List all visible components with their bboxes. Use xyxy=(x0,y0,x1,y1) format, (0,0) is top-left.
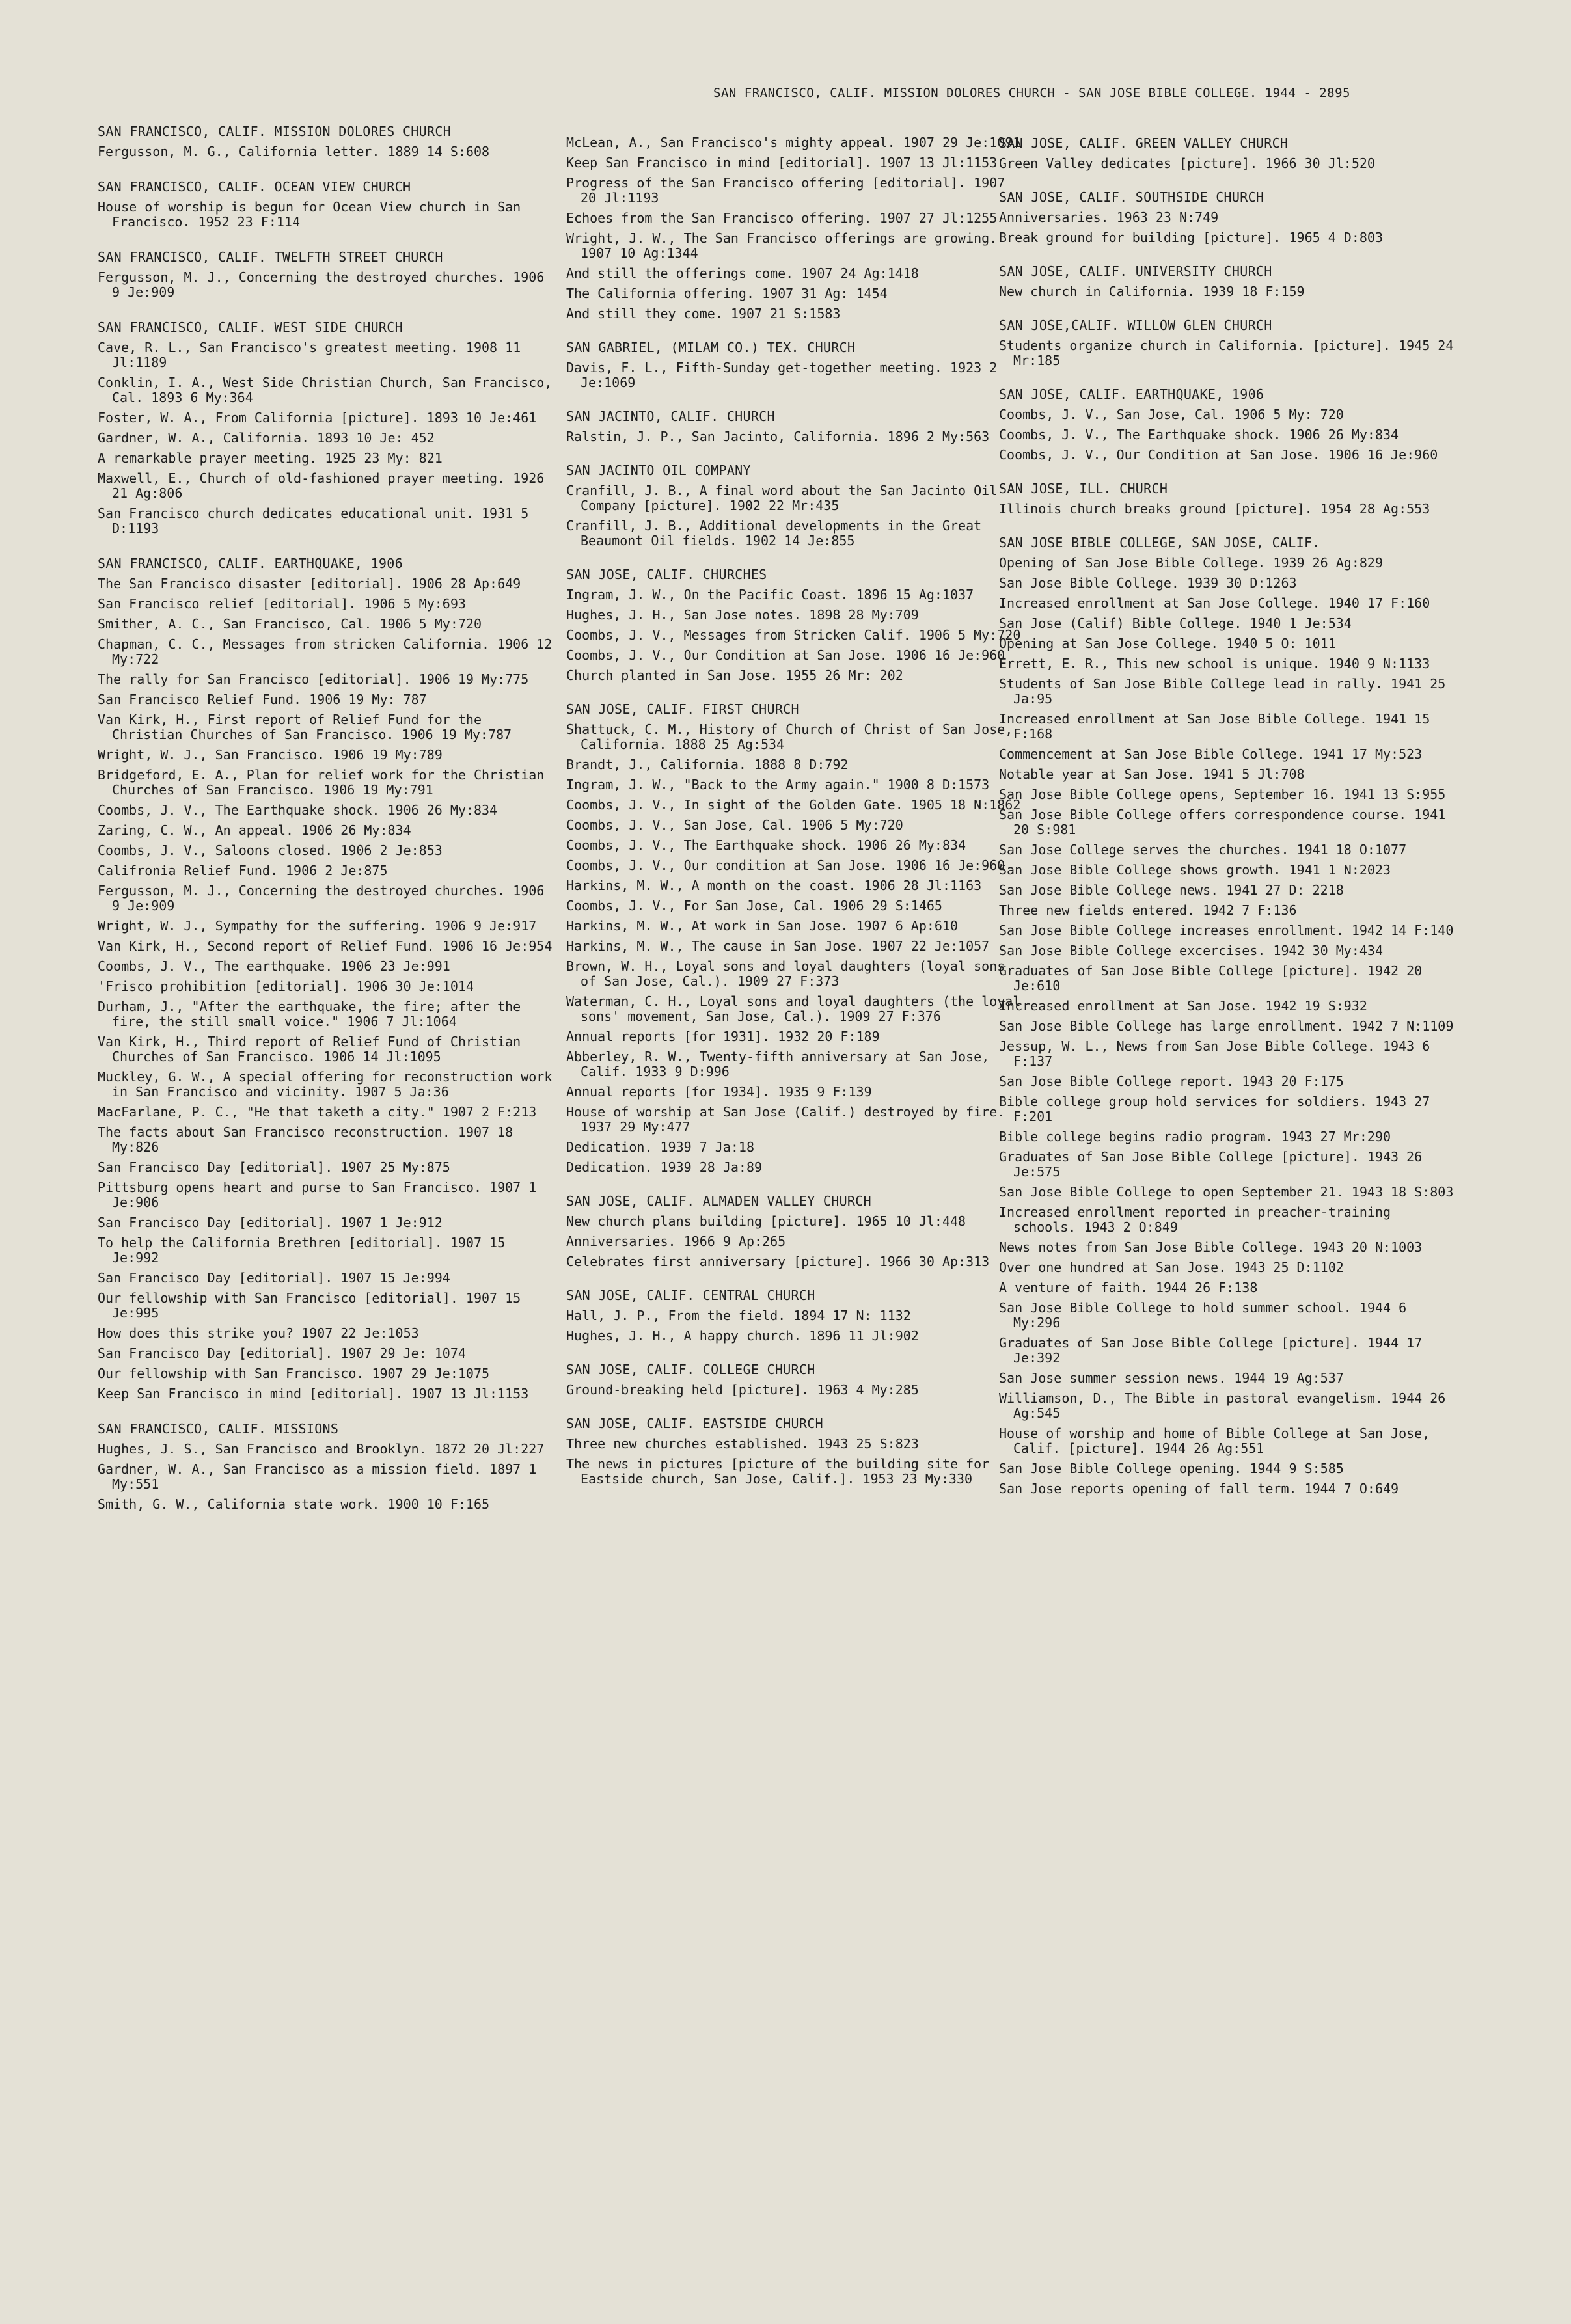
section-heading: SAN FRANCISCO, CALIF. TWELFTH STREET CHURCH xyxy=(98,249,443,265)
index-entry: Gardner, W. A., California. 1893 10 Je: 452 xyxy=(98,430,435,446)
section-heading: SAN FRANCISCO, CALIF. MISSIONS xyxy=(98,1421,339,1437)
section-heading: SAN JACINTO, CALIF. CHURCH xyxy=(566,409,775,424)
index-entry: Dedication. 1939 7 Ja:18 xyxy=(566,1139,754,1155)
index-entry: Coombs, J. V., For San Jose, Cal. 1906 29 S:1465 xyxy=(566,898,942,913)
section-heading: SAN JOSE, CALIF. FIRST CHURCH xyxy=(566,701,799,717)
section-heading: SAN JOSE, CALIF. EASTSIDE CHURCH xyxy=(566,1416,823,1431)
index-entry: Chapman, C. C., Messages from stricken California. 1906 12 My:722 xyxy=(98,636,553,667)
index-entry: Increased enrollment at San Jose College. 1940 17 F:160 xyxy=(999,595,1430,611)
index-entry: Brandt, J., California. 1888 8 D:792 xyxy=(566,757,849,772)
index-entry: Coombs, J. V., San Jose, Cal. 1906 5 My:720 xyxy=(566,817,903,833)
index-entry: House of worship is begun for Ocean View church in San Francisco. 1952 23 F:114 xyxy=(98,199,521,230)
index-entry: Coombs, J. V., Our Condition at San Jose. 1906 16 Je:960 xyxy=(566,647,1005,663)
index-entry: Fergusson, M. J., Concerning the destroyed churches. 1906 9 Je:909 xyxy=(98,883,545,913)
index-entry: San Jose Bible College shows growth. 1941 1 N:2023 xyxy=(999,862,1391,878)
index-entry: Green Valley dedicates [picture]. 1966 30 Jl:520 xyxy=(999,155,1375,171)
index-entry: Smith, G. W., California state work. 1900 10 F:165 xyxy=(98,1496,490,1512)
index-entry: Progress of the San Francisco offering [editorial]. 1907 20 Jl:1193 xyxy=(566,175,1005,206)
index-entry: Harkins, M. W., The cause in San Jose. 1907 22 Je:1057 xyxy=(566,938,990,954)
index-entry: How does this strike you? 1907 22 Je:1053 xyxy=(98,1325,419,1341)
index-entry: Commencement at San Jose Bible College. 1941 17 My:523 xyxy=(999,746,1423,762)
section-heading: SAN JOSE, CALIF. CENTRAL CHURCH xyxy=(566,1288,815,1303)
index-entry: Cranfill, J. B., Additional developments in the Great Beaumont Oil fields. 1902 14 Je:855 xyxy=(566,518,982,548)
index-entry: Three new fields entered. 1942 7 F:136 xyxy=(999,902,1297,918)
section-heading: SAN FRANCISCO, CALIF. OCEAN VIEW CHURCH xyxy=(98,179,411,195)
index-entry: And still they come. 1907 21 S:1583 xyxy=(566,306,841,321)
index-entry: Notable year at San Jose. 1941 5 Jl:708 xyxy=(999,766,1305,782)
index-entry: Increased enrollment at San Jose. 1942 19 S:932 xyxy=(999,998,1367,1014)
index-entry: Coombs, J. V., The Earthquake shock. 1906 26 My:834 xyxy=(98,802,498,818)
index-entry: Coombs, J. V., The Earthquake shock. 1906 26 My:834 xyxy=(566,837,966,853)
index-entry: San Francisco Day [editorial]. 1907 29 Je: 1074 xyxy=(98,1345,466,1361)
index-entry: Harkins, M. W., A month on the coast. 1906 28 Jl:1163 xyxy=(566,878,982,893)
section-heading: SAN JOSE BIBLE COLLEGE, SAN JOSE, CALIF. xyxy=(999,535,1320,550)
index-entry: House of worship and home of Bible College at San Jose, Calif. [picture]. 1944 26 Ag:551 xyxy=(999,1425,1430,1456)
index-entry: Abberley, R. W., Twenty-fifth anniversary at San Jose, Calif. 1933 9 D:996 xyxy=(566,1049,990,1079)
section-heading: SAN JACINTO OIL COMPANY xyxy=(566,463,751,478)
section-heading: SAN JOSE, CALIF. SOUTHSIDE CHURCH xyxy=(999,189,1264,205)
index-entry: The San Francisco disaster [editorial]. 1906 28 Ap:649 xyxy=(98,576,521,591)
index-entry: Coombs, J. V., Saloons closed. 1906 2 Je:853 xyxy=(98,843,443,858)
section-heading: SAN JOSE, CALIF. GREEN VALLEY CHURCH xyxy=(999,135,1289,151)
index-entry: Smither, A. C., San Francisco, Cal. 1906 5 My:720 xyxy=(98,616,482,632)
index-entry: Hall, J. P., From the field. 1894 17 N: 1132 xyxy=(566,1308,911,1323)
index-entry: Cave, R. L., San Francisco's greatest meeting. 1908 11 Jl:1189 xyxy=(98,340,521,370)
section-heading: SAN JOSE, CALIF. UNIVERSITY CHURCH xyxy=(999,263,1272,279)
index-entry: Califronia Relief Fund. 1906 2 Je:875 xyxy=(98,863,388,878)
index-entry: Harkins, M. W., At work in San Jose. 1907 6 Ap:610 xyxy=(566,918,959,934)
index-entry: San Jose Bible College to open September 21. 1943 18 S:803 xyxy=(999,1184,1454,1200)
page-header: SAN FRANCISCO, CALIF. MISSION DOLORES CHURCH - SAN JOSE BIBLE COLLEGE. 1944 - 2895 xyxy=(713,86,1350,100)
index-entry: Celebrates first anniversary [picture]. 1966 30 Ap:313 xyxy=(566,1254,990,1269)
index-entry: San Jose Bible College offers correspondence course. 1941 20 S:981 xyxy=(999,807,1446,837)
index-entry: Williamson, D., The Bible in pastoral evangelism. 1944 26 Ag:545 xyxy=(999,1390,1446,1421)
index-entry: Opening of San Jose Bible College. 1939 26 Ag:829 xyxy=(999,555,1384,571)
index-entry: San Francisco Day [editorial]. 1907 1 Je:912 xyxy=(98,1215,443,1230)
index-entry: San Jose summer session news. 1944 19 Ag:537 xyxy=(999,1370,1344,1386)
index-entry: San Jose Bible College increases enrollment. 1942 14 F:140 xyxy=(999,923,1454,938)
index-entry: The California offering. 1907 31 Ag: 1454 xyxy=(566,286,888,301)
index-entry: San Francisco Day [editorial]. 1907 15 Je:994 xyxy=(98,1270,450,1286)
index-entry: Ground-breaking held [picture]. 1963 4 My:285 xyxy=(566,1382,919,1398)
index-entry: New church in California. 1939 18 F:159 xyxy=(999,284,1305,299)
index-entry: Cranfill, J. B., A final word about the San Jacinto Oil Company [picture]. 1902 22 Mr:435 xyxy=(566,483,998,513)
index-entry: Students of San Jose Bible College lead in rally. 1941 25 Ja:95 xyxy=(999,676,1446,707)
index-entry: And still the offerings come. 1907 24 Ag:1418 xyxy=(566,265,919,281)
index-entry: Anniversaries. 1963 23 N:749 xyxy=(999,209,1219,225)
index-entry: The rally for San Francisco [editorial]. 1906 19 My:775 xyxy=(98,671,529,687)
index-entry: Foster, W. A., From California [picture]. 1893 10 Je:461 xyxy=(98,410,537,426)
section-heading: SAN JOSE, ILL. CHURCH xyxy=(999,481,1168,496)
section-heading: SAN JOSE, CALIF. EARTHQUAKE, 1906 xyxy=(999,386,1264,402)
index-entry: San Jose Bible College report. 1943 20 F:175 xyxy=(999,1074,1344,1089)
index-entry: Coombs, J. V., Our condition at San Jose. 1906 16 Je:960 xyxy=(566,858,1005,873)
index-entry: Ralstin, J. P., San Jacinto, California. 1896 2 My:563 xyxy=(566,429,990,444)
index-entry: Durham, J., "After the earthquake, the fire; after the fire, the still small voice." 1906 7 Jl:1064 xyxy=(98,999,521,1029)
index-entry: Waterman, C. H., Loyal sons and loyal daughters (the loyal sons' movement, San Jose, Cal.). 1909 27 F:376 xyxy=(566,993,1021,1024)
index-entry: Annual reports [for 1931]. 1932 20 F:189 xyxy=(566,1029,880,1044)
index-entry: News notes from San Jose Bible College. 1943 20 N:1003 xyxy=(999,1239,1423,1255)
index-entry: San Jose Bible College has large enrollment. 1942 7 N:1109 xyxy=(999,1018,1454,1034)
index-entry: Opening at San Jose College. 1940 5 O: 1011 xyxy=(999,636,1336,651)
index-entry: Increased enrollment at San Jose Bible College. 1941 15 F:168 xyxy=(999,711,1430,742)
section-heading: SAN JOSE, CALIF. CHURCHES xyxy=(566,567,767,582)
index-entry: Van Kirk, H., Second report of Relief Fund. 1906 16 Je:954 xyxy=(98,938,553,954)
index-entry: A venture of faith. 1944 26 F:138 xyxy=(999,1280,1258,1295)
index-entry: Annual reports [for 1934]. 1935 9 F:139 xyxy=(566,1084,872,1100)
index-entry: Wright, W. J., San Francisco. 1906 19 My:789 xyxy=(98,747,443,763)
index-entry: San Jose Bible College to hold summer school. 1944 6 My:296 xyxy=(999,1300,1407,1331)
index-entry: Van Kirk, H., First report of Relief Fund for the Christian Churches of San Francisco. 1906 19 My:787 xyxy=(98,712,512,742)
index-entry: San Jose Bible College. 1939 30 D:1263 xyxy=(999,575,1297,591)
index-entry: Bible college begins radio program. 1943 27 Mr:290 xyxy=(999,1129,1391,1144)
index-entry: Bridgeford, E. A., Plan for relief work for the Christian Churches of San Francisco. 1906 19 My:791 xyxy=(98,767,545,798)
index-entry: Brown, W. H., Loyal sons and loyal daughters (loyal sons of San Jose, Cal.). 1909 27 F:373 xyxy=(566,958,1005,989)
column-2 xyxy=(566,130,1022,1487)
index-entry: Anniversaries. 1966 9 Ap:265 xyxy=(566,1234,786,1249)
section-heading: SAN FRANCISCO, CALIF. EARTHQUAKE, 1906 xyxy=(98,556,403,571)
section-heading: SAN FRANCISCO, CALIF. WEST SIDE CHURCH xyxy=(98,319,403,335)
index-entry: San Jose Bible College excercises. 1942 30 My:434 xyxy=(999,943,1384,958)
index-entry: Dedication. 1939 28 Ja:89 xyxy=(566,1159,763,1175)
index-entry: Coombs, J. V., San Jose, Cal. 1906 5 My: 720 xyxy=(999,407,1344,422)
index-entry: Coombs, J. V., The Earthquake shock. 1906 26 My:834 xyxy=(999,427,1399,442)
index-entry: Van Kirk, H., Third report of Relief Fund of Christian Churches of San Francisco. 1906 14 Jl:1095 xyxy=(98,1034,521,1064)
index-entry: Jessup, W. L., News from San Jose Bible College. 1943 6 F:137 xyxy=(999,1038,1430,1069)
index-entry: Davis, F. L., Fifth-Sunday get-together meeting. 1923 2 Je:1069 xyxy=(566,360,998,390)
index-entry: Illinois church breaks ground [picture]. 1954 28 Ag:553 xyxy=(999,501,1430,517)
index-entry: Gardner, W. A., San Francisco as a mission field. 1897 1 My:551 xyxy=(98,1461,537,1492)
index-entry: Graduates of San Jose Bible College [picture]. 1943 26 Je:575 xyxy=(999,1149,1423,1180)
index-entry: Hughes, J. S., San Francisco and Brooklyn. 1872 20 Jl:227 xyxy=(98,1441,545,1457)
index-entry: Hughes, J. H., San Jose notes. 1898 28 My:709 xyxy=(566,607,919,623)
index-entry: Coombs, J. V., Messages from Stricken Calif. 1906 5 My:720 xyxy=(566,627,1021,643)
index-entry: San Francisco church dedicates educational unit. 1931 5 D:1193 xyxy=(98,506,529,536)
index-entry: San Francisco relief [editorial]. 1906 5 My:693 xyxy=(98,596,466,612)
index-entry: Three new churches established. 1943 25 S:823 xyxy=(566,1436,919,1452)
section-heading: SAN JOSE, CALIF. COLLEGE CHURCH xyxy=(566,1362,815,1377)
index-entry: Graduates of San Jose Bible College [picture]. 1944 17 Je:392 xyxy=(999,1335,1423,1366)
index-entry: Our fellowship with San Francisco. 1907 29 Je:1075 xyxy=(98,1366,490,1381)
index-entry: To help the California Brethren [editorial]. 1907 15 Je:992 xyxy=(98,1235,506,1265)
index-entry: Keep San Francisco in mind [editorial]. 1907 13 Jl:1153 xyxy=(98,1386,529,1401)
index-entry: Break ground for building [picture]. 1965 4 D:803 xyxy=(999,230,1384,245)
index-entry: House of worship at San Jose (Calif.) destroyed by fire. 1937 29 My:477 xyxy=(566,1104,1005,1135)
index-entry: Bible college group hold services for soldiers. 1943 27 F:201 xyxy=(999,1094,1430,1124)
index-entry: San Jose College serves the churches. 1941 18 O:1077 xyxy=(999,842,1407,858)
index-entry: San Francisco Day [editorial]. 1907 25 My:875 xyxy=(98,1159,450,1175)
index-entry: Wright, W. J., Sympathy for the suffering. 1906 9 Je:917 xyxy=(98,918,537,934)
index-entry: 'Frisco prohibition [editorial]. 1906 30 Je:1014 xyxy=(98,979,474,994)
index-entry: New church plans building [picture]. 1965 10 Jl:448 xyxy=(566,1213,966,1229)
index-entry: The news in pictures [picture of the building site for Eastside church, San Jose, Calif.]. 1953 23 My:330 xyxy=(566,1456,990,1487)
index-entry: Maxwell, E., Church of old-fashioned prayer meeting. 1926 21 Ag:806 xyxy=(98,470,545,501)
index-entry: San Jose Bible College opening. 1944 9 S:585 xyxy=(999,1461,1344,1476)
index-entry: Over one hundred at San Jose. 1943 25 D:1102 xyxy=(999,1260,1344,1275)
index-entry: The facts about San Francisco reconstruction. 1907 18 My:826 xyxy=(98,1124,513,1155)
index-entry: MacFarlane, P. C., "He that taketh a city." 1907 2 F:213 xyxy=(98,1104,537,1120)
column-3 xyxy=(999,135,1455,1496)
index-entry: Echoes from the San Francisco offering. 1907 27 Jl:1255 xyxy=(566,210,998,226)
index-entry: Increased enrollment reported in preacher-training schools. 1943 2 O:849 xyxy=(999,1204,1391,1235)
index-entry: Muckley, G. W., A special offering for reconstruction work in San Francisco and vicinity. 1907 5 Ja:36 xyxy=(98,1069,553,1100)
index-entry: Errett, E. R., This new school is unique. 1940 9 N:1133 xyxy=(999,656,1430,671)
index-entry: Graduates of San Jose Bible College [picture]. 1942 20 Je:610 xyxy=(999,963,1423,993)
index-entry: San Jose Bible College news. 1941 27 D: 2218 xyxy=(999,882,1344,898)
index-entry: Zaring, C. W., An appeal. 1906 26 My:834 xyxy=(98,822,411,838)
index-entry: San Jose reports opening of fall term. 1944 7 O:649 xyxy=(999,1481,1399,1496)
index-entry: San Jose Bible College opens, September 16. 1941 13 S:955 xyxy=(999,787,1446,802)
index-entry: Wright, J. W., The San Francisco offerings are growing. 1907 10 Ag:1344 xyxy=(566,230,998,261)
index-entry: Coombs, J. V., In sight of the Golden Gate. 1905 18 N:1862 xyxy=(566,797,1021,813)
index-entry: Conklin, I. A., West Side Christian Church, San Francisco, Cal. 1893 6 My:364 xyxy=(98,375,553,405)
index-entry: Coombs, J. V., The earthquake. 1906 23 Je:991 xyxy=(98,958,450,974)
index-entry: Church planted in San Jose. 1955 26 Mr: 202 xyxy=(566,668,903,683)
index-entry: Keep San Francisco in mind [editorial]. 1907 13 Jl:1153 xyxy=(566,155,998,170)
index-entry: Our fellowship with San Francisco [editorial]. 1907 15 Je:995 xyxy=(98,1290,521,1321)
index-entry: Ingram, J. W., On the Pacific Coast. 1896 15 Ag:1037 xyxy=(566,587,974,602)
index-entry: Students organize church in California. [picture]. 1945 24 Mr:185 xyxy=(999,338,1454,368)
index-entry: Fergusson, M. J., Concerning the destroyed churches. 1906 9 Je:909 xyxy=(98,269,545,300)
index-entry: Hughes, J. H., A happy church. 1896 11 Jl:902 xyxy=(566,1328,919,1344)
section-heading: SAN JOSE,CALIF. WILLOW GLEN CHURCH xyxy=(999,318,1272,333)
section-heading: SAN GABRIEL, (MILAM CO.) TEX. CHURCH xyxy=(566,340,856,355)
index-entry: McLean, A., San Francisco's mighty appeal. 1907 29 Je:1091 xyxy=(566,135,1021,150)
index-entry: Fergusson, M. G., California letter. 1889 14 S:608 xyxy=(98,144,490,159)
column-1 xyxy=(98,124,553,1512)
index-entry: Shattuck, C. M., History of Church of Christ of San Jose, California. 1888 25 Ag:534 xyxy=(566,722,1013,752)
index-entry: Coombs, J. V., Our Condition at San Jose. 1906 16 Je:960 xyxy=(999,447,1438,463)
index-entry: Ingram, J. W., "Back to the Army again." 1900 8 D:1573 xyxy=(566,777,990,792)
index-entry: Pittsburg opens heart and purse to San Francisco. 1907 1 Je:906 xyxy=(98,1180,537,1210)
section-heading: SAN JOSE, CALIF. ALMADEN VALLEY CHURCH xyxy=(566,1193,871,1209)
index-entry: A remarkable prayer meeting. 1925 23 My: 821 xyxy=(98,450,443,466)
index-entry: San Francisco Relief Fund. 1906 19 My: 787 xyxy=(98,692,427,707)
index-entry: San Jose (Calif) Bible College. 1940 1 Je:534 xyxy=(999,615,1352,631)
section-heading: SAN FRANCISCO, CALIF. MISSION DOLORES CHURCH xyxy=(98,124,452,139)
